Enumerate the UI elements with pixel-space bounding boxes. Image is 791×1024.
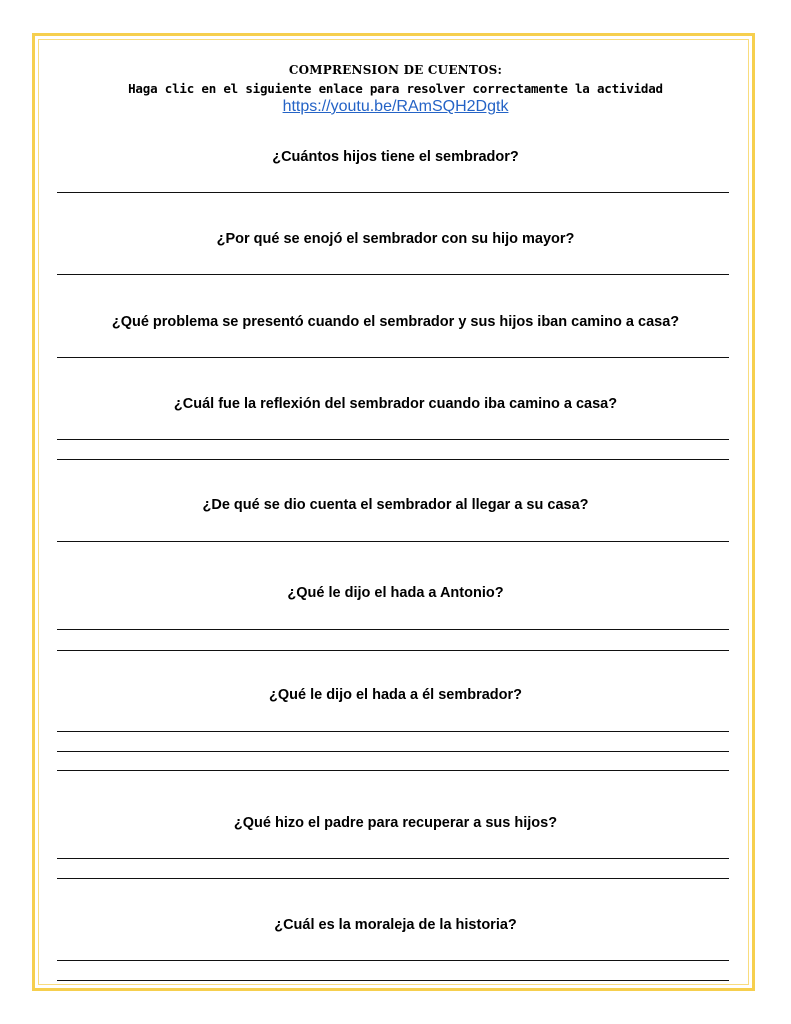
question-3: ¿Qué problema se presentó cuando el sembrador y sus hijos iban camino a casa?: [111, 314, 680, 330]
question-7: ¿Qué le dijo el hada a él sembrador?: [268, 687, 522, 703]
question-1: ¿Cuántos hijos tiene el sembrador?: [272, 149, 519, 165]
answer-line: [57, 731, 729, 732]
answer-line: [57, 878, 729, 879]
answer-line: [57, 439, 729, 440]
instruction-text: Haga clic en el siguiente enlace para resolver correctamente la actividad: [128, 81, 663, 96]
answer-line: [57, 960, 729, 961]
question-9: ¿Cuál es la moraleja de la historia?: [274, 917, 517, 933]
question-8: ¿Qué hizo el padre para recuperar a sus hijos?: [233, 815, 558, 831]
answer-line: [57, 274, 729, 275]
answer-line: [57, 650, 729, 651]
answer-line: [57, 541, 729, 542]
question-2: ¿Por qué se enojó el sembrador con su hijo mayor?: [216, 231, 575, 247]
answer-line: [57, 357, 729, 358]
worksheet-title: COMPRENSION DE CUENTOS:: [288, 63, 503, 77]
answer-line: [57, 751, 729, 752]
question-5: ¿De qué se dio cuenta el sembrador al llegar a su casa?: [202, 497, 589, 513]
answer-line: [57, 629, 729, 630]
answer-line: [57, 770, 729, 771]
answer-line: [57, 192, 729, 193]
question-4: ¿Cuál fue la reflexión del sembrador cuando iba camino a casa?: [173, 396, 618, 412]
question-6: ¿Qué le dijo el hada a Antonio?: [287, 585, 504, 601]
video-link[interactable]: https://youtu.be/RAmSQH2Dgtk: [282, 98, 509, 115]
answer-line: [57, 858, 729, 859]
answer-line: [57, 980, 729, 981]
answer-line: [57, 459, 729, 460]
